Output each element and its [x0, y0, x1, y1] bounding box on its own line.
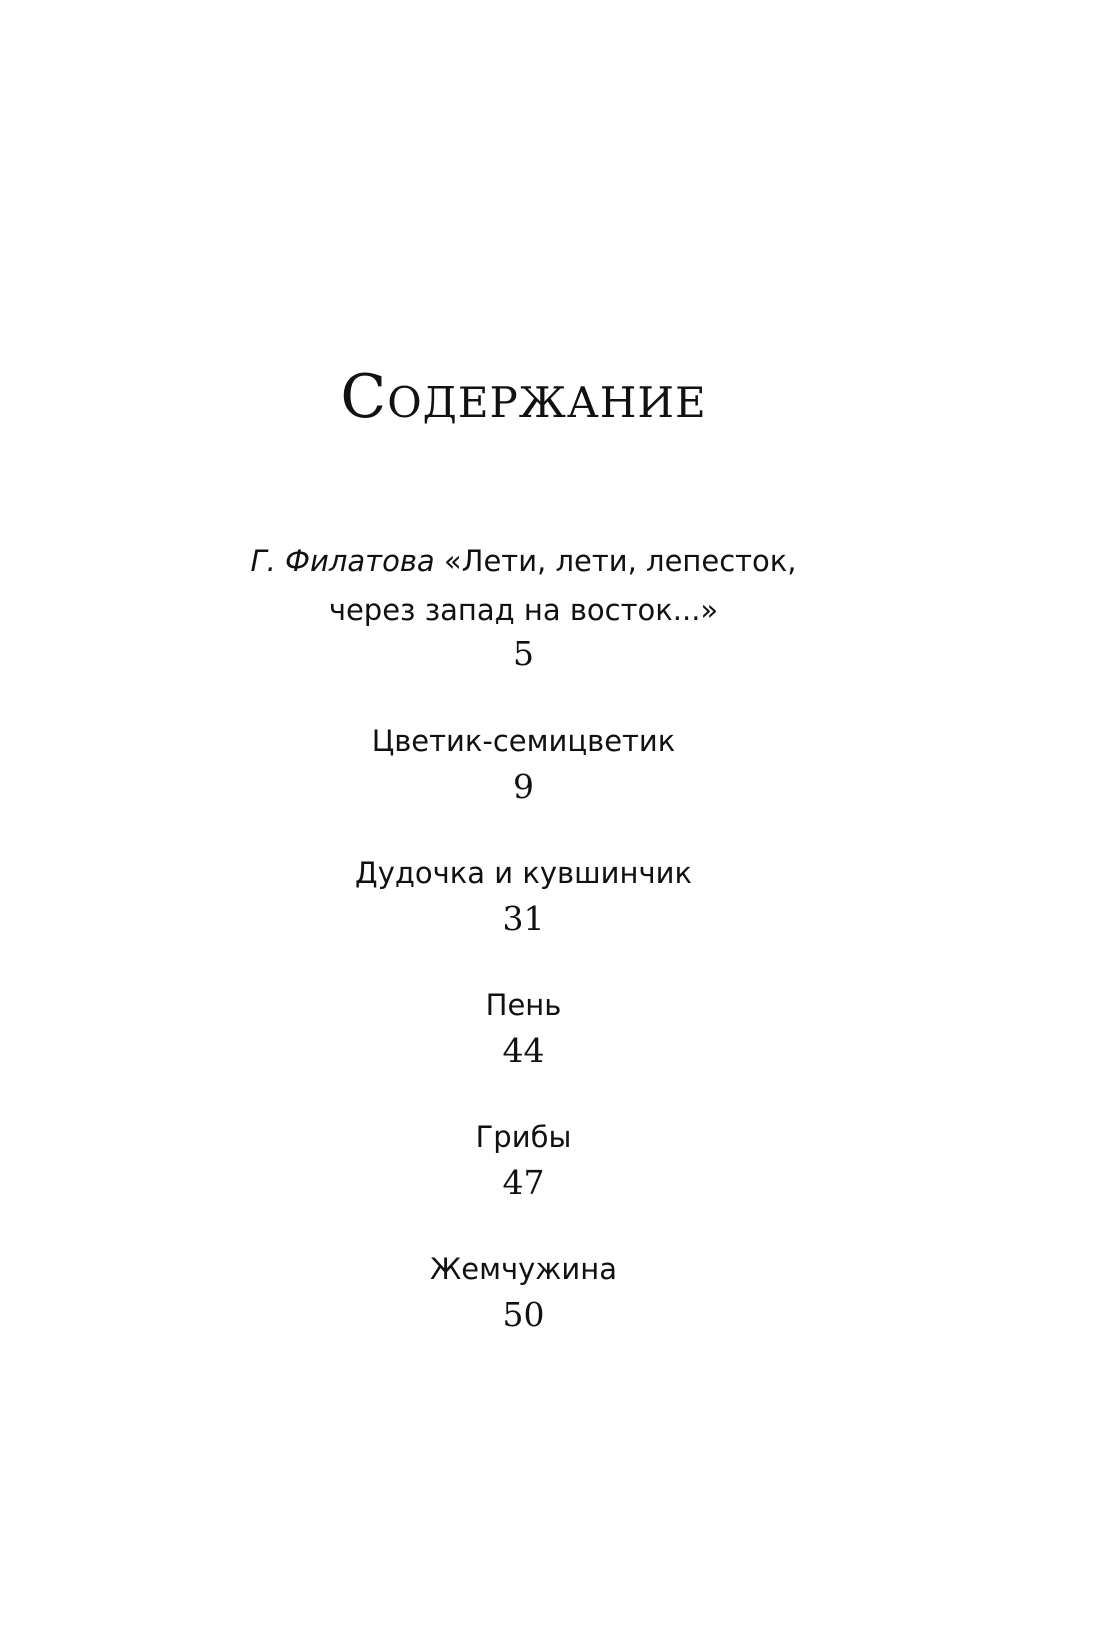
toc-title: Содержание	[340, 362, 707, 432]
toc-entry-0-title-line2[interactable]: через запад на восток...»	[328, 593, 719, 627]
toc-entry-4-title[interactable]: Грибы	[475, 1120, 572, 1154]
toc-entry-4-page[interactable]: 47	[502, 1163, 545, 1202]
toc-entry-1-title[interactable]: Цветик-семицветик	[371, 724, 676, 758]
toc-entry-0-author: Г. Филатова	[250, 544, 435, 578]
toc-entry-0-title-line1: «Лети, лети, лепесток,	[443, 544, 797, 578]
toc-entry-3-page[interactable]: 44	[502, 1031, 545, 1070]
toc-entry-2-title[interactable]: Дудочка и кувшинчик	[355, 856, 692, 890]
toc-entry-1-page[interactable]: 9	[513, 767, 534, 806]
toc-entry-0-page[interactable]: 5	[513, 634, 534, 673]
toc-entry-0-line1[interactable]	[0, 543, 1047, 579]
toc-entry-5-page[interactable]: 50	[502, 1295, 545, 1334]
toc-entry-5-title[interactable]: Жемчужина	[430, 1252, 617, 1286]
toc-entry-3-title[interactable]: Пень	[485, 988, 562, 1022]
toc-entry-2-page[interactable]: 31	[502, 899, 545, 938]
